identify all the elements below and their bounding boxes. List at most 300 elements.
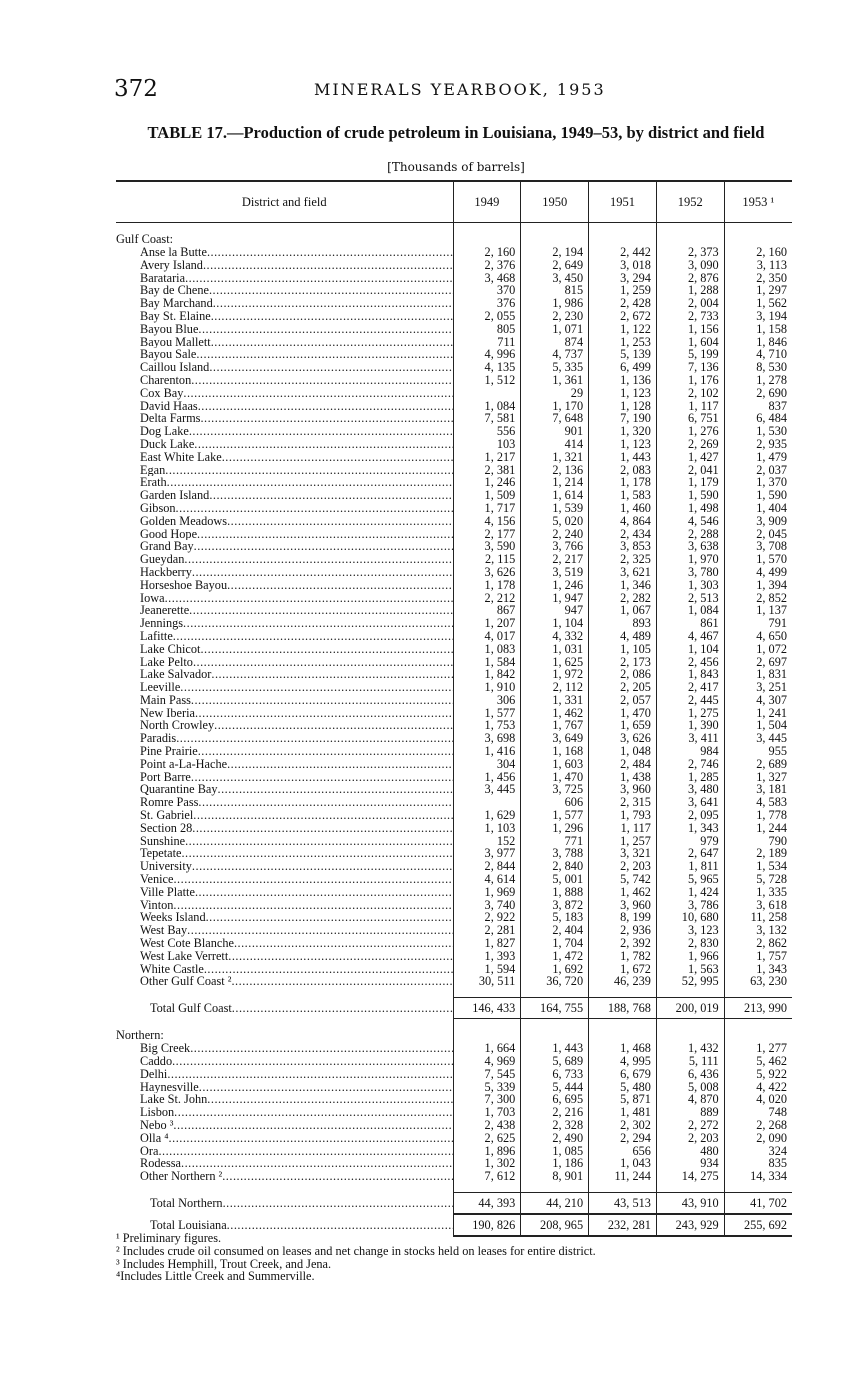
value-cell: 36, 720 <box>521 975 589 988</box>
value-cell: 3, 641 <box>656 796 724 809</box>
value-cell: 3, 725 <box>521 783 589 796</box>
table-row <box>116 873 792 886</box>
value-cell: 984 <box>656 745 724 758</box>
field-name: Egan <box>140 463 166 477</box>
value-cell: 2, 194 <box>521 246 589 259</box>
value-cell: 1, 085 <box>521 1145 589 1158</box>
table-row <box>116 553 792 566</box>
table-subtitle: [Thousands of barrels] <box>387 160 525 174</box>
value-cell: 1, 590 <box>724 489 792 502</box>
field-name: Good Hope <box>140 527 198 541</box>
table-row <box>116 246 792 259</box>
value-cell: 4, 546 <box>656 515 724 528</box>
value-cell: 1, 031 <box>521 643 589 656</box>
value-cell: 979 <box>656 835 724 848</box>
value-cell: 2, 102 <box>656 387 724 400</box>
value-cell: 2, 160 <box>724 246 792 259</box>
field-name: West Cote Blanche <box>140 937 234 950</box>
table-row <box>116 886 792 899</box>
value-cell: 1, 539 <box>521 502 589 515</box>
value-cell: 1, 390 <box>656 719 724 732</box>
footnote: ⁴Includes Little Creek and Summerville. <box>116 1269 315 1284</box>
field-name: Pine Prairie <box>140 745 198 758</box>
value-cell: 3, 181 <box>724 783 792 796</box>
field-name: Bay de Chene <box>140 284 209 298</box>
value-cell: 1, 614 <box>521 489 589 502</box>
total-northern-label: Total Northern <box>150 1195 223 1210</box>
value-cell: 2, 862 <box>724 937 792 950</box>
value-cell: 188, 768 <box>589 998 657 1019</box>
value-cell: 2, 315 <box>589 796 657 809</box>
table-body <box>116 223 792 1236</box>
field-name: Haynesville <box>140 1080 199 1094</box>
value-cell: 44, 210 <box>521 1192 589 1214</box>
value-cell: 2, 404 <box>521 924 589 937</box>
value-cell: 2, 445 <box>656 694 724 707</box>
field-name: Dog Lake <box>140 425 189 438</box>
value-cell: 5, 689 <box>521 1055 589 1068</box>
field-name: Lake Salvador <box>140 668 212 682</box>
table-row <box>116 374 792 387</box>
value-cell: 2, 697 <box>724 656 792 669</box>
value-cell: 1, 257 <box>589 835 657 848</box>
field-name: Big Creek <box>140 1042 191 1056</box>
field-name: Quarantine Bay <box>140 783 218 797</box>
value-cell: 2, 272 <box>656 1119 724 1132</box>
value-cell: 1, 443 <box>521 1042 589 1055</box>
total-row <box>116 1192 792 1214</box>
field-name: White Castle <box>140 962 204 976</box>
value-cell: 3, 194 <box>724 310 792 323</box>
value-cell: 29 <box>521 387 589 400</box>
value-cell: 1, 827 <box>453 937 521 950</box>
section-row <box>116 1028 792 1042</box>
value-cell: 1, 331 <box>521 694 589 707</box>
value-cell: 2, 417 <box>656 681 724 694</box>
value-cell: 901 <box>521 425 589 438</box>
column-header-year: 1949 <box>453 181 521 223</box>
field-name: Olla ⁴ <box>140 1131 169 1145</box>
value-cell: 4, 489 <box>589 630 657 643</box>
value-cell: 2, 350 <box>724 272 792 285</box>
value-cell: 5, 183 <box>521 911 589 924</box>
section-row <box>116 232 792 246</box>
value-cell: 4, 135 <box>453 361 521 374</box>
field-name: Iowa <box>140 591 165 605</box>
value-cell: 1, 910 <box>453 681 521 694</box>
value-cell: 1, 343 <box>724 963 792 976</box>
table-row <box>116 809 792 822</box>
value-cell: 1, 117 <box>589 822 657 835</box>
field-name: Hackberry <box>140 565 192 579</box>
table-row <box>116 1145 792 1158</box>
value-cell: 2, 203 <box>589 860 657 873</box>
footnote: ¹ Preliminary figures. <box>116 1231 222 1245</box>
value-cell: 11, 244 <box>589 1170 657 1183</box>
value-cell: 2, 086 <box>589 668 657 681</box>
field-name: Weeks Island <box>140 911 206 925</box>
value-cell: 1, 137 <box>724 604 792 617</box>
value-cell: 480 <box>656 1145 724 1158</box>
value-cell: 1, 843 <box>656 668 724 681</box>
value-cell: 1, 217 <box>453 451 521 464</box>
value-cell: 2, 325 <box>589 553 657 566</box>
value-cell: 7, 612 <box>453 1170 521 1183</box>
value-cell: 2, 844 <box>453 860 521 873</box>
value-cell: 1, 214 <box>521 476 589 489</box>
value-cell: 2, 212 <box>453 592 521 605</box>
value-cell: 1, 472 <box>521 950 589 963</box>
value-cell: 3, 960 <box>589 899 657 912</box>
value-cell: 3, 853 <box>589 540 657 553</box>
value-cell: 3, 786 <box>656 899 724 912</box>
field-name: Delta Farms <box>140 412 201 426</box>
value-cell: 1, 972 <box>521 668 589 681</box>
value-cell: 1, 084 <box>453 400 521 413</box>
value-cell: 11, 258 <box>724 911 792 924</box>
value-cell: 1, 512 <box>453 374 521 387</box>
value-cell: 1, 753 <box>453 719 521 732</box>
total-louisiana-label: Total Louisiana <box>150 1217 227 1232</box>
field-name: Caillou Island <box>140 361 210 374</box>
value-cell: 7, 300 <box>453 1093 521 1106</box>
table-row <box>116 579 792 592</box>
value-cell: 1, 178 <box>589 476 657 489</box>
value-cell: 3, 626 <box>589 732 657 745</box>
value-cell: 2, 136 <box>521 464 589 477</box>
value-cell: 1, 275 <box>656 707 724 720</box>
value-cell: 2, 746 <box>656 758 724 771</box>
value-cell: 46, 239 <box>589 975 657 988</box>
value-cell: 52, 995 <box>656 975 724 988</box>
field-name: Bay Marchand <box>140 297 213 310</box>
value-cell: 1, 793 <box>589 809 657 822</box>
value-cell: 1, 570 <box>724 553 792 566</box>
value-cell: 4, 583 <box>724 796 792 809</box>
value-cell: 1, 207 <box>453 617 521 630</box>
value-cell: 3, 450 <box>521 272 589 285</box>
value-cell: 190, 826 <box>453 1214 521 1236</box>
value-cell: 30, 511 <box>453 975 521 988</box>
value-cell: 4, 710 <box>724 348 792 361</box>
value-cell: 934 <box>656 1157 724 1170</box>
value-cell: 1, 767 <box>521 719 589 732</box>
value-cell: 5, 001 <box>521 873 589 886</box>
value-cell: 947 <box>521 604 589 617</box>
value-cell: 3, 251 <box>724 681 792 694</box>
value-cell: 2, 625 <box>453 1132 521 1145</box>
value-cell: 874 <box>521 336 589 349</box>
value-cell: 43, 910 <box>656 1192 724 1214</box>
value-cell: 14, 334 <box>724 1170 792 1183</box>
column-header-district: District and field <box>116 181 453 223</box>
value-cell: 2, 205 <box>589 681 657 694</box>
value-cell: 2, 733 <box>656 310 724 323</box>
table-row <box>116 732 792 745</box>
field-name: Garden Island <box>140 489 210 502</box>
value-cell: 2, 434 <box>589 528 657 541</box>
field-name: Ville Platte <box>140 885 195 899</box>
value-cell: 1, 778 <box>724 809 792 822</box>
field-name: Paradis <box>140 732 177 746</box>
value-cell: 2, 045 <box>724 528 792 541</box>
value-cell: 3, 708 <box>724 540 792 553</box>
value-cell: 1, 123 <box>589 387 657 400</box>
spacer-row <box>116 988 792 998</box>
field-name: Anse la Butte <box>140 246 207 259</box>
value-cell: 5, 199 <box>656 348 724 361</box>
column-header-year: 1953 ¹ <box>724 181 792 223</box>
value-cell: 8, 901 <box>521 1170 589 1183</box>
value-cell: 2, 442 <box>589 246 657 259</box>
value-cell: 893 <box>589 617 657 630</box>
table-row <box>116 387 792 400</box>
table-row <box>116 502 792 515</box>
value-cell: 1, 509 <box>453 489 521 502</box>
value-cell: 2, 160 <box>453 246 521 259</box>
value-cell: 5, 008 <box>656 1081 724 1094</box>
value-cell: 3, 740 <box>453 899 521 912</box>
table-row <box>116 1093 792 1106</box>
value-cell: 2, 392 <box>589 937 657 950</box>
value-cell: 370 <box>453 284 521 297</box>
value-cell: 2, 230 <box>521 310 589 323</box>
field-name: Bayou Sale <box>140 348 197 362</box>
value-cell: 3, 480 <box>656 783 724 796</box>
value-cell: 2, 095 <box>656 809 724 822</box>
field-name: Cox Bay <box>140 386 184 400</box>
field-name: St. Gabriel <box>140 809 194 822</box>
value-cell: 4, 870 <box>656 1093 724 1106</box>
value-cell: 1, 285 <box>656 771 724 784</box>
total-row <box>116 998 792 1019</box>
value-cell: 6, 484 <box>724 412 792 425</box>
table-header-row <box>116 181 792 223</box>
value-cell: 5, 922 <box>724 1068 792 1081</box>
value-cell: 1, 947 <box>521 592 589 605</box>
value-cell: 2, 852 <box>724 592 792 605</box>
value-cell: 1, 629 <box>453 809 521 822</box>
value-cell: 6, 436 <box>656 1068 724 1081</box>
field-name: Sunshine <box>140 834 186 848</box>
field-name: Rodessa <box>140 1157 181 1171</box>
value-cell: 2, 830 <box>656 937 724 950</box>
value-cell: 4, 996 <box>453 348 521 361</box>
value-cell: 1, 246 <box>521 579 589 592</box>
value-cell: 2, 490 <box>521 1132 589 1145</box>
value-cell: 8, 530 <box>724 361 792 374</box>
value-cell: 5, 462 <box>724 1055 792 1068</box>
value-cell: 3, 977 <box>453 847 521 860</box>
field-name: Bay St. Elaine <box>140 309 211 323</box>
value-cell: 1, 259 <box>589 284 657 297</box>
section-label-gulf-coast: Gulf Coast: <box>116 232 174 246</box>
value-cell: 3, 411 <box>656 732 724 745</box>
value-cell: 1, 717 <box>453 502 521 515</box>
value-cell: 1, 470 <box>589 707 657 720</box>
value-cell: 1, 888 <box>521 886 589 899</box>
value-cell: 2, 004 <box>656 297 724 310</box>
value-cell: 1, 186 <box>521 1157 589 1170</box>
value-cell: 1, 534 <box>724 860 792 873</box>
field-name: Bayou Mallett <box>140 335 211 349</box>
value-cell: 103 <box>453 438 521 451</box>
value-cell: 1, 603 <box>521 758 589 771</box>
field-name: Lisbon <box>140 1106 175 1119</box>
value-cell: 3, 621 <box>589 566 657 579</box>
value-cell: 1, 432 <box>656 1042 724 1055</box>
value-cell: 200, 019 <box>656 998 724 1019</box>
value-cell: 3, 649 <box>521 732 589 745</box>
value-cell: 805 <box>453 323 521 336</box>
value-cell: 5, 871 <box>589 1093 657 1106</box>
field-name: North Crowley <box>140 719 215 733</box>
value-cell: 1, 071 <box>521 323 589 336</box>
value-cell: 1, 590 <box>656 489 724 502</box>
field-name: Main Pass <box>140 693 191 707</box>
value-cell: 2, 203 <box>656 1132 724 1145</box>
table-row <box>116 1068 792 1081</box>
value-cell: 790 <box>724 835 792 848</box>
value-cell: 2, 294 <box>589 1132 657 1145</box>
value-cell: 867 <box>453 604 521 617</box>
value-cell: 2, 269 <box>656 438 724 451</box>
value-cell: 1, 703 <box>453 1106 521 1119</box>
value-cell: 1, 103 <box>453 822 521 835</box>
value-cell: 376 <box>453 297 521 310</box>
field-name: Nebo ³ <box>140 1119 174 1132</box>
column-header-year: 1950 <box>521 181 589 223</box>
value-cell: 2, 216 <box>521 1106 589 1119</box>
value-cell: 837 <box>724 400 792 413</box>
value-cell: 5, 965 <box>656 873 724 886</box>
value-cell: 711 <box>453 336 521 349</box>
field-name: Horseshoe Bayou <box>140 578 228 592</box>
value-cell: 1, 105 <box>589 643 657 656</box>
value-cell: 4, 499 <box>724 566 792 579</box>
value-cell: 1, 083 <box>453 643 521 656</box>
value-cell: 7, 136 <box>656 361 724 374</box>
value-cell: 5, 139 <box>589 348 657 361</box>
footnote: ² Includes crude oil consumed on leases and net change in stocks held on leases for entire district. <box>116 1243 596 1258</box>
value-cell: 1, 176 <box>656 374 724 387</box>
value-cell: 1, 594 <box>453 963 521 976</box>
value-cell: 1, 456 <box>453 771 521 784</box>
value-cell: 1, 424 <box>656 886 724 899</box>
value-cell: 4, 156 <box>453 515 521 528</box>
column-header-year: 1951 <box>589 181 657 223</box>
value-cell: 63, 230 <box>724 975 792 988</box>
value-cell: 164, 755 <box>521 998 589 1019</box>
value-cell: 6, 733 <box>521 1068 589 1081</box>
value-cell: 1, 277 <box>724 1042 792 1055</box>
field-name: Ora <box>140 1144 159 1158</box>
value-cell: 889 <box>656 1106 724 1119</box>
value-cell: 3, 294 <box>589 272 657 285</box>
spacer-row <box>116 223 792 233</box>
value-cell: 2, 057 <box>589 694 657 707</box>
spacer-row <box>116 1019 792 1029</box>
value-cell: 1, 427 <box>656 451 724 464</box>
value-cell: 1, 468 <box>589 1042 657 1055</box>
value-cell: 14, 275 <box>656 1170 724 1183</box>
field-name: Erath <box>140 476 167 490</box>
value-cell: 1, 067 <box>589 604 657 617</box>
value-cell: 3, 638 <box>656 540 724 553</box>
value-cell: 2, 647 <box>656 847 724 860</box>
value-cell: 2, 672 <box>589 310 657 323</box>
table-title: TABLE 17.—Production of crude petroleum in Louisiana, 1949–53, by district and field <box>147 123 765 142</box>
value-cell: 1, 584 <box>453 656 521 669</box>
value-cell: 3, 445 <box>724 732 792 745</box>
value-cell: 146, 433 <box>453 998 521 1019</box>
spacer-row <box>116 1183 792 1193</box>
value-cell: 3, 321 <box>589 847 657 860</box>
value-cell: 2, 090 <box>724 1132 792 1145</box>
value-cell: 2, 173 <box>589 656 657 669</box>
value-cell: 5, 020 <box>521 515 589 528</box>
value-cell: 1, 335 <box>724 886 792 899</box>
value-cell: 3, 018 <box>589 259 657 272</box>
value-cell: 748 <box>724 1106 792 1119</box>
value-cell: 3, 445 <box>453 783 521 796</box>
value-cell: 2, 302 <box>589 1119 657 1132</box>
value-cell: 1, 117 <box>656 400 724 413</box>
value-cell: 2, 281 <box>453 924 521 937</box>
value-cell: 1, 170 <box>521 400 589 413</box>
field-name: Charenton <box>140 373 192 387</box>
field-name: Port Barre <box>140 770 191 784</box>
field-name: Duck Lake <box>140 437 195 451</box>
value-cell: 41, 702 <box>724 1192 792 1214</box>
value-cell: 1, 393 <box>453 950 521 963</box>
value-cell: 1, 136 <box>589 374 657 387</box>
field-name: Grand Bay <box>140 540 194 554</box>
value-cell: 4, 467 <box>656 630 724 643</box>
value-cell: 3, 788 <box>521 847 589 860</box>
value-cell: 2, 115 <box>453 553 521 566</box>
field-name: Romre Pass <box>140 796 199 810</box>
value-cell: 304 <box>453 758 521 771</box>
field-name: Lake St. John <box>140 1093 208 1107</box>
value-cell: 2, 288 <box>656 528 724 541</box>
value-cell: 1, 969 <box>453 886 521 899</box>
value-cell: 2, 649 <box>521 259 589 272</box>
field-name: Other Northern ² <box>140 1170 223 1183</box>
value-cell: 2, 217 <box>521 553 589 566</box>
value-cell: 5, 480 <box>589 1081 657 1094</box>
value-cell: 815 <box>521 284 589 297</box>
value-cell: 1, 178 <box>453 579 521 592</box>
production-table <box>116 180 792 1237</box>
field-name: West Lake Verrett <box>140 949 229 963</box>
value-cell: 1, 470 <box>521 771 589 784</box>
value-cell: 1, 625 <box>521 656 589 669</box>
value-cell: 1, 084 <box>656 604 724 617</box>
value-cell: 1, 462 <box>521 707 589 720</box>
value-cell: 2, 282 <box>589 592 657 605</box>
value-cell: 2, 513 <box>656 592 724 605</box>
field-name: Jennings <box>140 617 184 630</box>
value-cell: 2, 428 <box>589 297 657 310</box>
value-cell: 1, 782 <box>589 950 657 963</box>
value-cell: 771 <box>521 835 589 848</box>
value-cell: 5, 335 <box>521 361 589 374</box>
value-cell: 3, 766 <box>521 540 589 553</box>
value-cell: 6, 695 <box>521 1093 589 1106</box>
value-cell: 2, 112 <box>521 681 589 694</box>
value-cell: 4, 737 <box>521 348 589 361</box>
